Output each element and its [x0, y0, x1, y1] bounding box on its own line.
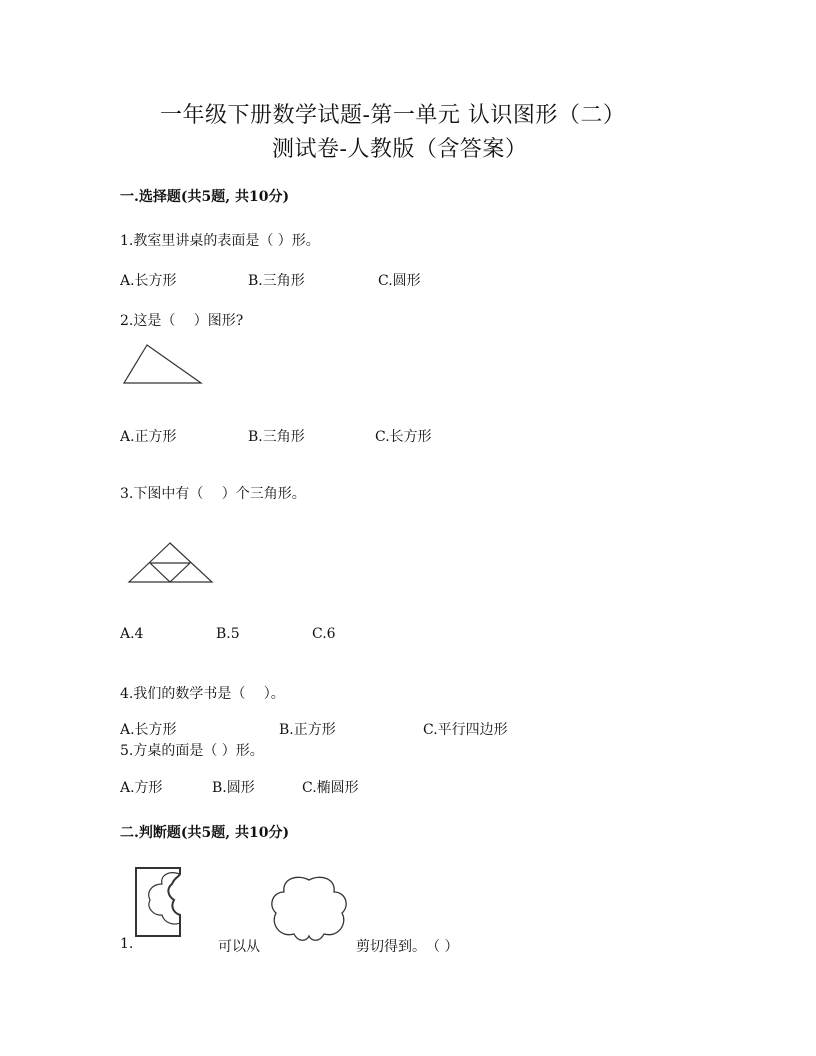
title-line-2: 测试卷-人教版（含答案）	[272, 137, 528, 162]
question-4-option-a: A.长方形	[120, 722, 177, 738]
question-3-option-a: A.4	[120, 626, 144, 642]
title-line-1: 一年级下册数学试题-第一单元 认识图形（二）	[160, 103, 626, 128]
judgement-1-text-middle: 可以从	[218, 939, 260, 955]
question-2-stem: 2.这是（ ）图形?	[120, 313, 244, 329]
judgement-1-number: 1.	[120, 936, 134, 952]
question-4-option-c: C.平行四边形	[423, 722, 508, 738]
question-5-option-c: C.椭圆形	[302, 780, 359, 796]
question-2-option-a: A.正方形	[120, 429, 177, 445]
question-5-stem: 5.方桌的面是（ ）形。	[120, 743, 264, 759]
question-1-option-a: A.长方形	[120, 273, 177, 289]
section-heading-choice: 一.选择题(共5题, 共10分)	[120, 189, 290, 205]
question-1-option-c: C.圆形	[378, 273, 421, 289]
question-3-option-b: B.5	[216, 626, 240, 642]
question-3-stem: 3.下图中有（ ）个三角形。	[120, 486, 306, 502]
question-4-option-b: B.正方形	[279, 722, 336, 738]
question-1-stem: 1.教室里讲桌的表面是（ ）形。	[120, 233, 320, 249]
section-heading-judgement: 二.判断题(共5题, 共10分)	[120, 825, 290, 841]
question-5-option-a: A.方形	[120, 780, 163, 796]
question-2-option-b: B.三角形	[248, 429, 305, 445]
question-2-option-c: C.长方形	[375, 429, 432, 445]
question-3-option-c: C.6	[312, 626, 336, 642]
judgement-1-text-end: 剪切得到。 （ ）	[356, 939, 459, 955]
question-5-option-b: B.圆形	[212, 780, 255, 796]
question-4-stem: 4.我们的数学书是（ ）。	[120, 686, 285, 702]
question-1-option-b: B.三角形	[248, 273, 305, 289]
